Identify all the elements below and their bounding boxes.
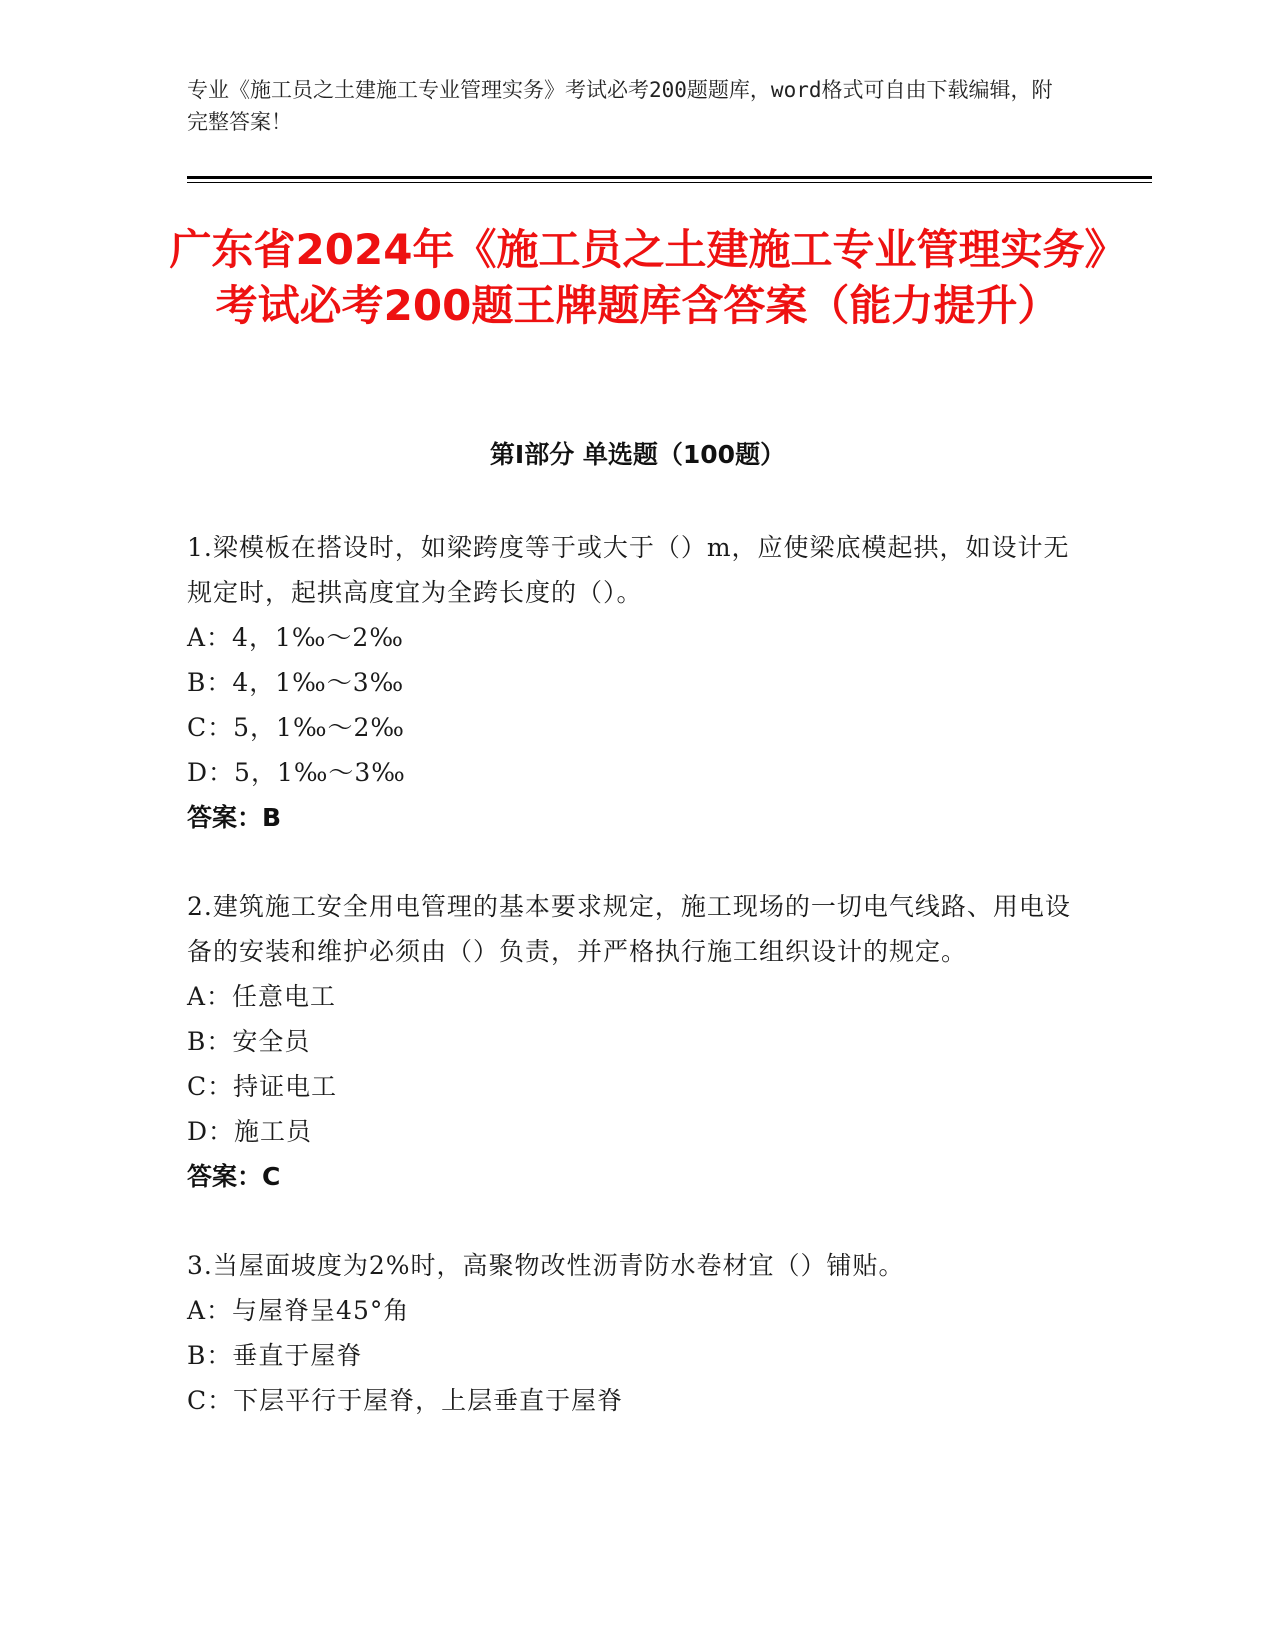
question-stem: 2.建筑施工安全用电管理的基本要求规定，施工现场的一切电气线路、用电设备的安装和维护必须由（）负责，并严格执行施工组织设计的规定。 bbox=[187, 892, 1071, 966]
option-a: A：与屋脊呈45°角 bbox=[187, 1296, 410, 1325]
option-b: B：4，1‰～3‰ bbox=[187, 668, 405, 697]
answer: 答案：B bbox=[187, 803, 282, 832]
question-1 bbox=[187, 525, 1087, 840]
option-a: A：4，1‰～2‰ bbox=[187, 623, 404, 652]
option-c: C：持证电工 bbox=[187, 1072, 338, 1101]
header-divider-thin bbox=[187, 182, 1152, 183]
header-divider-thick bbox=[187, 176, 1152, 179]
option-d: D：5，1‰～3‰ bbox=[187, 758, 406, 787]
document-title: 广东省2024年《施工员之土建施工专业管理实务》考试必考200题王牌题库含答案（能力提升） bbox=[169, 225, 1106, 330]
option-b: B：安全员 bbox=[187, 1027, 311, 1056]
question-stem: 1.梁模板在搭设时，如梁跨度等于或大于（）m，应使梁底模起拱，如设计无规定时，起拱高度宜为全跨长度的（）。 bbox=[187, 533, 1070, 607]
question-stem: 3.当屋面坡度为2%时，高聚物改性沥青防水卷材宜（）铺贴。 bbox=[187, 1251, 905, 1280]
answer: 答案：C bbox=[187, 1162, 281, 1191]
option-c: C：下层平行于屋脊，上层垂直于屋脊 bbox=[187, 1386, 624, 1415]
question-list bbox=[187, 525, 1087, 1467]
question-3 bbox=[187, 1243, 1087, 1423]
section-heading: 第Ⅰ部分 单选题（100题） bbox=[489, 440, 786, 469]
option-d: D：施工员 bbox=[187, 1117, 313, 1146]
question-2 bbox=[187, 884, 1087, 1199]
header-note: 专业《施工员之土建施工专业管理实务》考试必考200题题库，word格式可自由下载编辑，附完整答案！ bbox=[187, 78, 1053, 134]
option-a: A：任意电工 bbox=[187, 982, 337, 1011]
option-b: B：垂直于屋脊 bbox=[187, 1341, 363, 1370]
option-c: C：5，1‰～2‰ bbox=[187, 713, 405, 742]
